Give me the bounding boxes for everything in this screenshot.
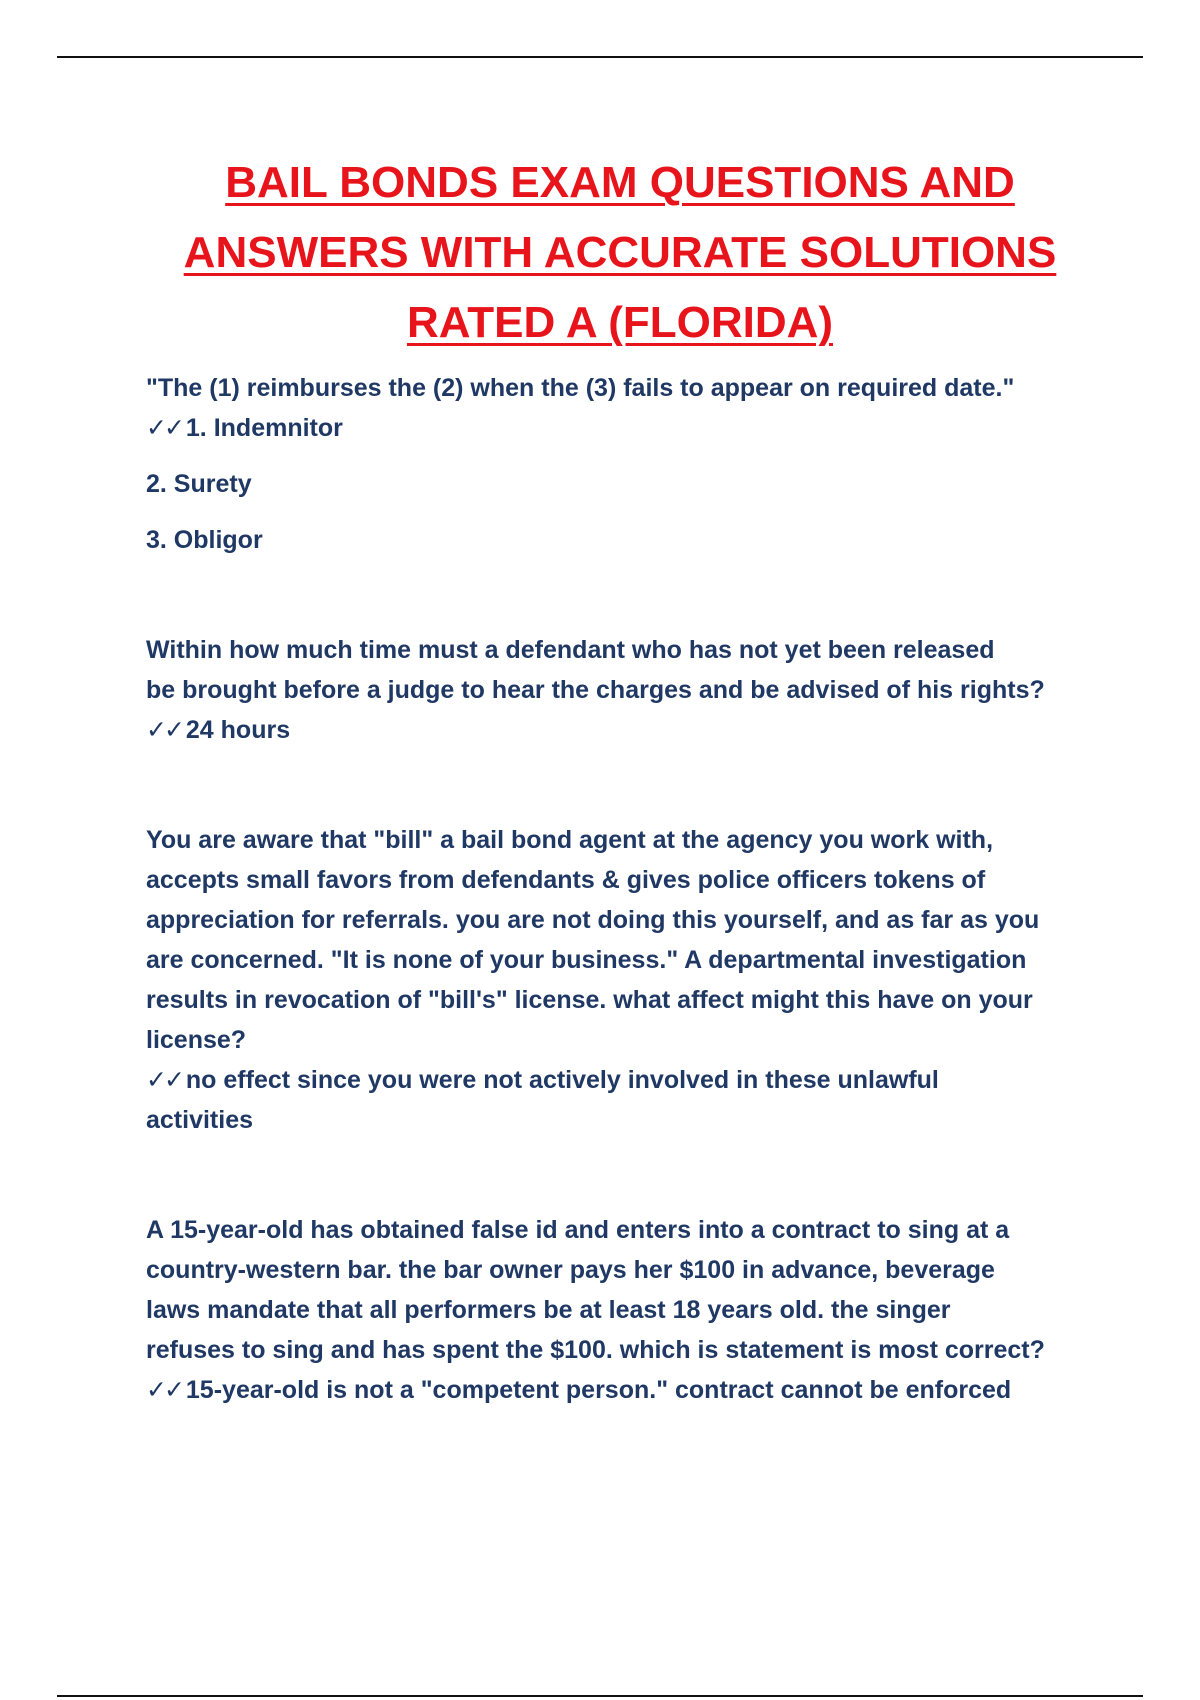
answer-line bbox=[146, 1370, 1146, 1410]
qa-content bbox=[146, 368, 1146, 1410]
answer-text: 1. Indemnitor bbox=[185, 414, 343, 442]
top-rule bbox=[57, 56, 1143, 58]
title-line-2: ANSWERS WITH ACCURATE SOLUTIONS bbox=[183, 228, 1057, 277]
question-line: refuses to sing and has spent the $100. which is statement is most correct? bbox=[146, 1336, 1045, 1364]
answer-line bbox=[146, 710, 1146, 750]
double-check-icon: ✓✓ bbox=[146, 414, 182, 442]
qa-block bbox=[146, 1210, 1146, 1410]
bottom-rule bbox=[57, 1695, 1143, 1697]
question-line: results in revocation of "bill's" license. what affect might this have on your bbox=[146, 986, 1033, 1014]
double-check-icon: ✓✓ bbox=[146, 1376, 182, 1404]
answer-line: activities bbox=[146, 1106, 254, 1134]
qa-block bbox=[146, 368, 1146, 560]
title-line-3: RATED A (FLORIDA) bbox=[406, 298, 834, 347]
answer-text: 24 hours bbox=[185, 716, 291, 744]
question-line: Within how much time must a defendant who has not yet been released bbox=[146, 636, 995, 664]
question-line: license? bbox=[146, 1026, 247, 1054]
document-title bbox=[100, 148, 1140, 358]
answer-item: 3. Obligor bbox=[146, 526, 263, 554]
question-line: laws mandate that all performers be at least 18 years old. the singer bbox=[146, 1296, 951, 1324]
qa-block bbox=[146, 630, 1146, 750]
question-line: be brought before a judge to hear the charges and be advised of his rights? bbox=[146, 676, 1045, 704]
answer-line bbox=[146, 408, 1146, 448]
double-check-icon: ✓✓ bbox=[146, 716, 182, 744]
question-line: accepts small favors from defendants & gives police officers tokens of bbox=[146, 866, 986, 894]
question-line: "The (1) reimburses the (2) when the (3) fails to appear on required date." bbox=[146, 374, 1015, 402]
question-line: appreciation for referrals. you are not doing this yourself, and as far as you bbox=[146, 906, 1040, 934]
double-check-icon: ✓✓ bbox=[146, 1066, 182, 1094]
title-line-1: BAIL BONDS EXAM QUESTIONS AND bbox=[225, 158, 1015, 207]
question-line: You are aware that "bill" a bail bond agent at the agency you work with, bbox=[146, 826, 994, 854]
answer-item: 2. Surety bbox=[146, 470, 252, 498]
answer-line bbox=[146, 1060, 1146, 1100]
question-line: country-western bar. the bar owner pays her $100 in advance, beverage bbox=[146, 1256, 995, 1284]
question-line: are concerned. "It is none of your business." A departmental investigation bbox=[146, 946, 1027, 974]
question-line: A 15-year-old has obtained false id and enters into a contract to sing at a bbox=[146, 1216, 1010, 1244]
answer-text: no effect since you were not actively involved in these unlawful bbox=[185, 1066, 939, 1094]
answer-text: 15-year-old is not a "competent person." contract cannot be enforced bbox=[185, 1376, 1012, 1404]
qa-block bbox=[146, 820, 1146, 1140]
